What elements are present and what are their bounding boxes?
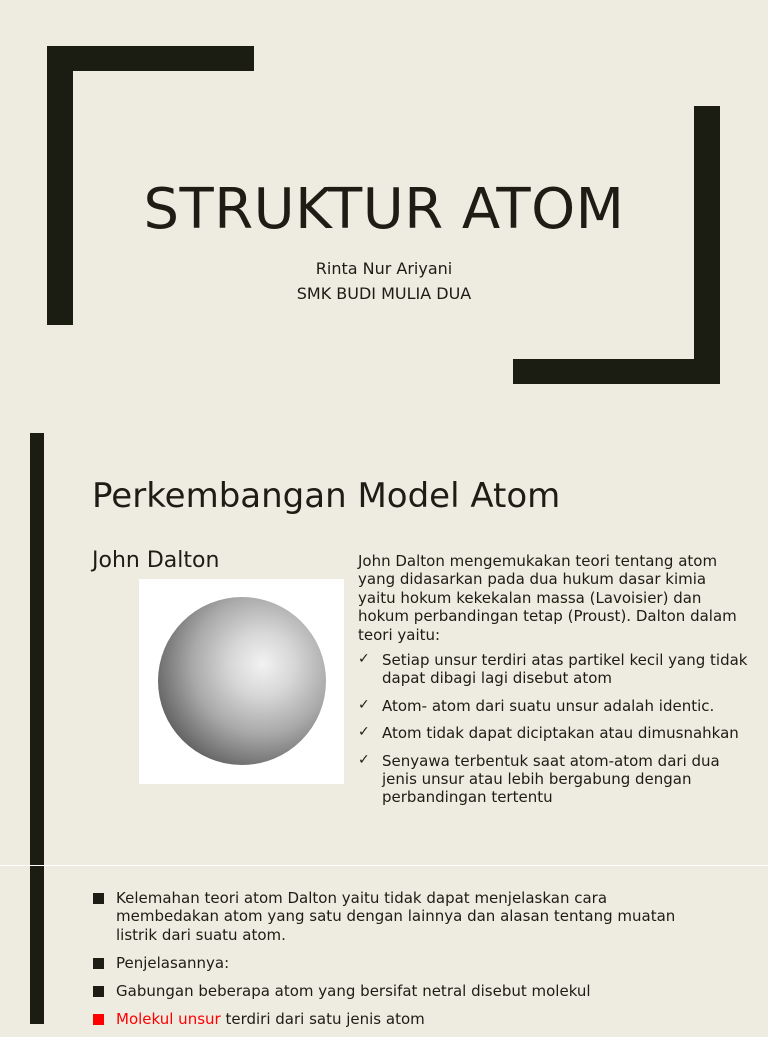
school-name: SMK BUDI MULIA DUA	[296, 284, 472, 303]
highlight-text: Molekul unsur	[116, 1009, 221, 1028]
list-item: Kelemahan teori atom Dalton yaitu tidak dapat menjelaskan cara membedakan atom yang satu dengan lainnya dan alasan tentang muatan listrik dari suatu atom.	[92, 889, 712, 944]
check-icon: ✓	[358, 651, 370, 667]
list-item: ✓ Senyawa terbentuk saat atom-atom dari dua jenis unsur atau lebih bergabung dengan perbandingan tertentu	[358, 751, 720, 807]
list-item: ✓ Setiap unsur terdiri atas partikel kecil yang tidak dapat dibagi lagi disebut atom	[358, 651, 748, 688]
slide2-subheading: John Dalton	[92, 548, 220, 573]
red-square-bullet-icon	[93, 1014, 104, 1025]
frame-bottom-right-vertical	[694, 106, 720, 384]
slide2-accent-bar	[30, 433, 44, 865]
frame-bottom-right-horizontal	[513, 359, 720, 384]
list-item: Penjelasannya:	[92, 954, 712, 972]
list-item: ✓ Atom- atom dari suatu unsur adalah identic.	[358, 696, 715, 715]
frame-top-left-horizontal	[47, 46, 254, 71]
square-bullet-icon	[93, 986, 104, 997]
square-bullet-icon	[93, 893, 104, 904]
check-icon: ✓	[358, 696, 370, 713]
check-icon: ✓	[358, 751, 370, 768]
square-bullet-icon	[93, 958, 104, 969]
dalton-intro-text: John Dalton mengemukakan teori tentang atom yang didasarkan pada dua hukum dasar kimia yaitu hokum kekekalan massa (Lavoisier) dan hokum perbandingan tetap (Proust). Dalton dalam teori yaitu:	[358, 552, 737, 644]
dalton-model-image	[139, 579, 344, 784]
sphere-illustration	[158, 597, 326, 765]
slide3-accent-bar	[30, 866, 44, 1024]
slide2-heading: Perkembangan Model Atom	[92, 476, 561, 516]
subtitle-block	[0, 256, 768, 306]
list-item: Gabungan beberapa atom yang bersifat netral disebut molekul	[92, 982, 712, 1000]
check-icon: ✓	[358, 724, 370, 741]
slide-title: STRUKTUR ATOM	[143, 177, 625, 242]
list-item: ✓ Atom tidak dapat diciptakan atau dimusnahkan	[358, 724, 739, 743]
author-name: Rinta Nur Ariyani	[315, 259, 453, 278]
dalton-theory-list	[358, 651, 748, 816]
weakness-list	[92, 889, 712, 1037]
list-item: Molekul unsur terdiri dari satu jenis atom	[92, 1010, 712, 1028]
